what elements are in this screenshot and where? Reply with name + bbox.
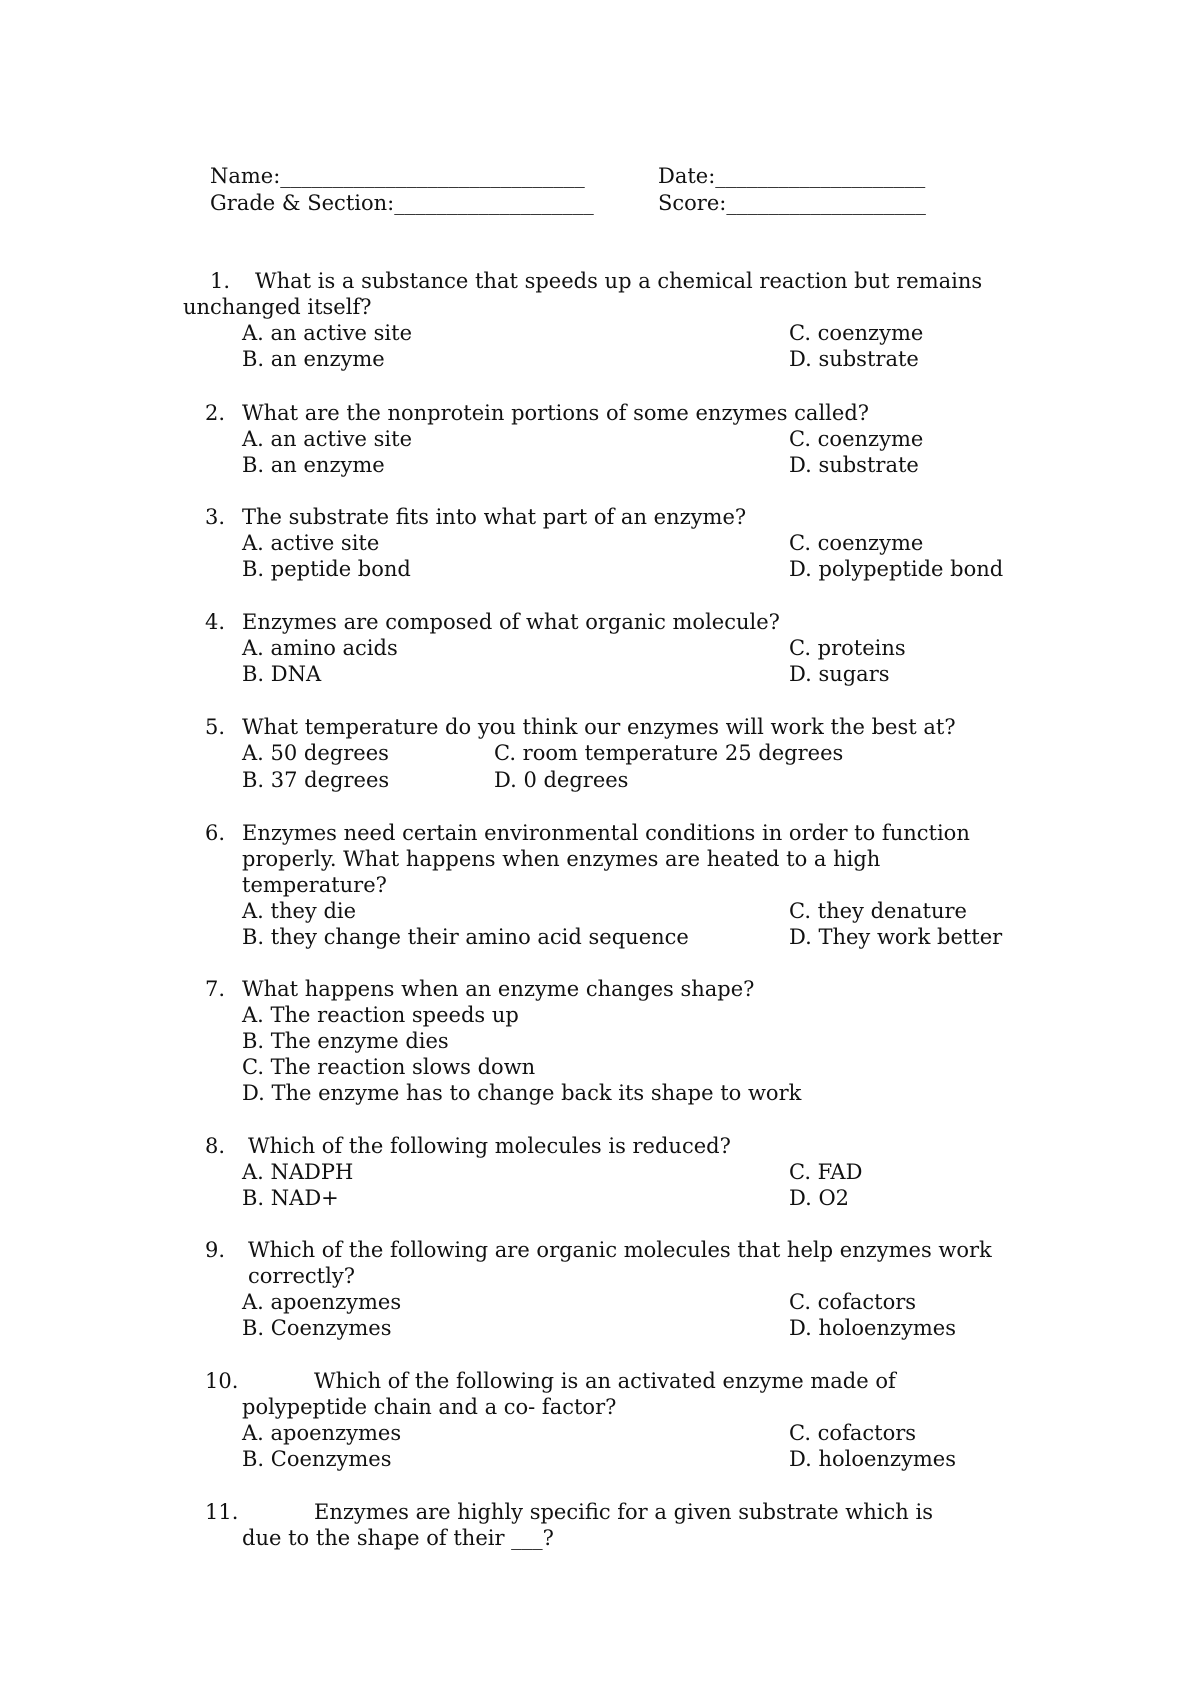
name-field-label: Name:_____________________________ [210, 164, 585, 188]
answer-option-c: C. coenzyme [789, 321, 924, 345]
question-number: 10. [205, 1369, 239, 1393]
question-text: Enzymes are highly specific for a given substrate which is [314, 1500, 933, 1524]
answer-option-a: A. an active site [242, 427, 412, 451]
answer-option-d: D. holoenzymes [789, 1447, 956, 1471]
date-field-label: Date:____________________ [658, 164, 926, 188]
answer-option-a: A. an active site [242, 321, 412, 345]
question-text: The substrate fits into what part of an enzyme? [242, 505, 747, 529]
question-number: 8. [205, 1134, 226, 1158]
question-number: 9. [205, 1238, 226, 1262]
question-number: 2. [205, 401, 226, 425]
answer-option-d: D. 0 degrees [494, 768, 629, 792]
score-field-label: Score:___________________ [658, 191, 926, 215]
question-text: What temperature do you think our enzymes will work the best at? [242, 715, 956, 739]
answer-option-a: A. they die [242, 899, 357, 923]
question-text: What is a substance that speeds up a chemical reaction but remains [255, 269, 983, 293]
answer-option-b: B. an enzyme [242, 453, 385, 477]
answer-option-c: C. The reaction slows down [242, 1055, 536, 1079]
answer-option-c: C. coenzyme [789, 531, 924, 555]
question-text: What happens when an enzyme changes shape? [242, 977, 755, 1001]
answer-option-b: B. Coenzymes [242, 1316, 392, 1340]
grade-section-field-label: Grade & Section:___________________ [210, 191, 594, 215]
question-number: 3. [205, 505, 226, 529]
answer-option-a: A. NADPH [242, 1160, 354, 1184]
question-text: Which of the following are organic molecules that help enzymes work [248, 1238, 992, 1262]
answer-option-b: B. they change their amino acid sequence [242, 925, 689, 949]
answer-option-d: D. holoenzymes [789, 1316, 956, 1340]
question-number: 1. [210, 269, 231, 293]
answer-option-d: D. polypeptide bond [789, 557, 1004, 581]
answer-option-c: C. coenzyme [789, 427, 924, 451]
answer-option-c: C. FAD [789, 1160, 863, 1184]
answer-option-b: B. peptide bond [242, 557, 411, 581]
answer-option-b: B. NAD+ [242, 1186, 339, 1210]
answer-option-d: D. substrate [789, 347, 919, 371]
question-number: 11. [205, 1500, 239, 1524]
question-text: Which of the following molecules is reduced? [248, 1134, 731, 1158]
question-text: due to the shape of their ___? [242, 1526, 554, 1550]
question-text: unchanged itself? [183, 295, 372, 319]
answer-option-b: B. 37 degrees [242, 768, 390, 792]
answer-option-d: D. The enzyme has to change back its shape to work [242, 1081, 802, 1105]
question-text: temperature? [242, 873, 387, 897]
question-text: Enzymes are composed of what organic molecule? [242, 610, 780, 634]
question-number: 7. [205, 977, 226, 1001]
answer-option-b: B. The enzyme dies [242, 1029, 449, 1053]
answer-option-a: A. apoenzymes [242, 1421, 402, 1445]
question-text: polypeptide chain and a co- factor? [242, 1395, 617, 1419]
question-number: 4. [205, 610, 226, 634]
question-text: What are the nonprotein portions of some enzymes called? [242, 401, 870, 425]
question-text: properly. What happens when enzymes are heated to a high [242, 847, 881, 871]
answer-option-c: C. they denature [789, 899, 967, 923]
answer-option-d: D. sugars [789, 662, 890, 686]
question-number: 6. [205, 821, 226, 845]
answer-option-a: A. 50 degrees [242, 741, 389, 765]
answer-option-c: C. proteins [789, 636, 906, 660]
answer-option-a: A. active site [242, 531, 380, 555]
answer-option-d: D. They work better [789, 925, 1003, 949]
question-text: Which of the following is an activated enzyme made of [314, 1369, 896, 1393]
answer-option-a: A. amino acids [242, 636, 398, 660]
question-text: correctly? [248, 1264, 355, 1288]
answer-option-b: B. Coenzymes [242, 1447, 392, 1471]
answer-option-b: B. an enzyme [242, 347, 385, 371]
answer-option-b: B. DNA [242, 662, 322, 686]
answer-option-a: A. apoenzymes [242, 1290, 402, 1314]
answer-option-d: D. substrate [789, 453, 919, 477]
answer-option-c: C. cofactors [789, 1290, 917, 1314]
answer-option-a: A. The reaction speeds up [242, 1003, 519, 1027]
question-number: 5. [205, 715, 226, 739]
question-text: Enzymes need certain environmental conditions in order to function [242, 821, 970, 845]
answer-option-c: C. room temperature 25 degrees [494, 741, 844, 765]
answer-option-c: C. cofactors [789, 1421, 917, 1445]
answer-option-d: D. O2 [789, 1186, 850, 1210]
